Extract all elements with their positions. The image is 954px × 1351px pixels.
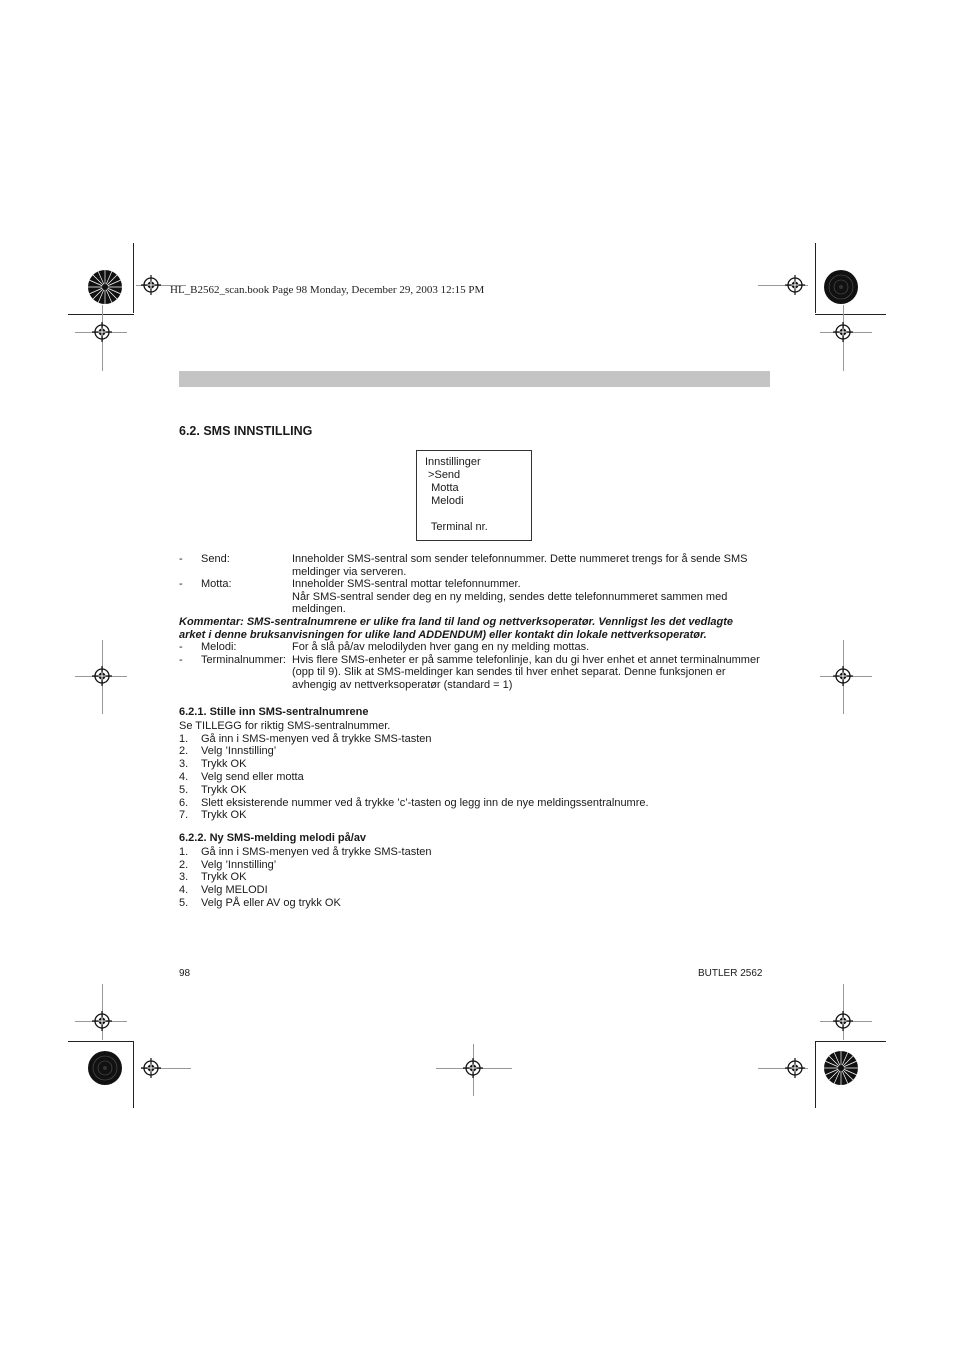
- registration-mark-icon: [833, 666, 853, 686]
- step-text: Trykk OK: [201, 758, 247, 771]
- comment-line: arket i denne bruksanvisningen for ulike land ADDENDUM) eller kontakt din lokale nettverksoperatør.: [179, 628, 707, 641]
- bullet-dash: -: [179, 553, 183, 565]
- definition-description: [292, 578, 779, 616]
- step-number: 2.: [179, 745, 189, 758]
- step-number: 3.: [179, 758, 189, 771]
- registration-mark-icon: [92, 322, 112, 342]
- definition-term: Send:: [201, 553, 230, 565]
- registration-mark-icon: [785, 1058, 805, 1078]
- step-item: [179, 733, 779, 746]
- step-text: Gå inn i SMS-menyen ved å trykke SMS-tasten: [201, 845, 432, 858]
- description-line: For å slå på/av melodilyden hver gang en ny melding mottas.: [292, 641, 590, 654]
- step-number: 2.: [179, 858, 189, 871]
- description-line: Når SMS-sentral sender deg en ny melding, sendes dette telefonnummeret sammen med: [292, 590, 728, 603]
- step-text: Velg MELODI: [201, 884, 268, 897]
- crop-mark-top-right-vertical: [815, 243, 816, 313]
- step-item: [179, 897, 779, 910]
- concentric-rosette-icon: [823, 269, 859, 305]
- print-info-header: HL_B2562_scan.book Page 98 Monday, December 29, 2003 12:15 PM: [170, 284, 485, 296]
- subsection-intro: Se TILLEGG for riktig SMS-sentralnummer.: [179, 719, 391, 732]
- step-text: Gå inn i SMS-menyen ved å trykke SMS-tasten: [201, 732, 432, 745]
- step-item: [179, 809, 779, 822]
- step-item: [179, 771, 779, 784]
- step-number: 7.: [179, 809, 189, 822]
- subsection-title: 6.2.1. Stille inn SMS-sentralnumrene: [179, 706, 369, 718]
- step-item: [179, 884, 779, 897]
- step-item: [179, 797, 779, 810]
- step-number: 5.: [179, 783, 189, 796]
- menu-line: [425, 508, 531, 521]
- menu-line: Melodi: [425, 495, 464, 507]
- menu-line: Innstillinger: [425, 456, 481, 468]
- product-name: BUTLER 2562: [698, 968, 763, 979]
- bullet-dash: -: [179, 578, 183, 591]
- subsection-title: 6.2.2. Ny SMS-melding melodi på/av: [179, 832, 367, 844]
- registration-mark-icon: [785, 275, 805, 295]
- starburst-rosette-icon: [823, 1050, 859, 1086]
- crop-mark-bottom-left-horizontal: [68, 1041, 134, 1042]
- description-line: Hvis flere SMS-enheter er på samme telefonlinje, kan du gi hver enhet et annet terminalnummer: [292, 653, 760, 666]
- bullet-dash: -: [179, 641, 183, 654]
- definition-send: [179, 553, 779, 578]
- registration-mark-icon: [833, 1011, 853, 1031]
- bullet-dash: -: [179, 653, 183, 666]
- concentric-rosette-icon: [87, 1050, 123, 1086]
- step-text: Trykk OK: [201, 871, 247, 884]
- definition-list: [179, 553, 779, 692]
- step-item: [179, 859, 779, 872]
- registration-mark-icon: [92, 666, 112, 686]
- step-number: 1.: [179, 732, 189, 745]
- definition-description: [292, 641, 779, 654]
- step-item: [179, 758, 779, 771]
- step-text: Velg ’Innstilling’: [201, 745, 277, 758]
- section-title: 6.2. SMS INNSTILLING: [179, 424, 313, 438]
- crop-mark-top-left-horizontal: [68, 314, 134, 315]
- crop-mark-bottom-left-vertical: [133, 1042, 134, 1108]
- crop-mark-bottom-right-vertical: [815, 1042, 816, 1108]
- menu-line: >Send: [425, 469, 461, 481]
- step-text: Trykk OK: [201, 783, 247, 796]
- subsection-set-sms-center: [179, 706, 779, 822]
- registration-mark-icon: [141, 1058, 161, 1078]
- step-number: 4.: [179, 770, 189, 783]
- menu-line: Motta: [425, 482, 459, 494]
- crop-mark-top-right-horizontal: [815, 314, 886, 315]
- definition-terminalnummer: [179, 654, 779, 692]
- registration-mark-icon: [833, 322, 853, 342]
- step-text: Velg ’Innstilling’: [201, 858, 277, 871]
- step-item: [179, 784, 779, 797]
- description-line: Inneholder SMS-sentral som sender telefonnummer. Dette nummeret trengs for å sende SMS: [292, 553, 748, 565]
- page-number: 98: [179, 968, 191, 979]
- starburst-rosette-icon: [87, 269, 123, 305]
- crop-mark-bottom-right-horizontal: [815, 1041, 886, 1042]
- definition-term: Terminalnummer:: [201, 653, 286, 666]
- definition-term: Melodi:: [201, 641, 237, 654]
- menu-line: Terminal nr.: [425, 521, 488, 533]
- description-line: avhengig av nettverksoperatør (standard = 1): [292, 678, 513, 691]
- section-header-bar: [179, 371, 770, 387]
- definition-melodi: [179, 641, 779, 654]
- description-line: (opp til 9). Slik at SMS-meldinger kan sendes til hver enhet separat. Denne funksjonen er: [292, 666, 726, 679]
- definition-term: Motta:: [201, 578, 232, 591]
- description-line: meldinger via serveren.: [292, 565, 407, 578]
- step-number: 6.: [179, 796, 189, 809]
- step-text: Trykk OK: [201, 809, 247, 822]
- step-item: [179, 871, 779, 884]
- definition-description: [292, 654, 779, 692]
- description-line: Inneholder SMS-sentral mottar telefonnummer.: [292, 578, 521, 591]
- step-item: [179, 846, 779, 859]
- registration-mark-icon: [92, 1011, 112, 1031]
- step-number: 5.: [179, 896, 189, 909]
- crop-mark-top-left-vertical: [133, 243, 134, 313]
- definition-motta: [179, 578, 779, 616]
- description-line: meldingen.: [292, 603, 346, 616]
- step-text: Slett eksisterende nummer ved å trykke ’c’-tasten og legg inn de nye meldingssentralnumre.: [201, 796, 649, 809]
- step-text: Velg PÅ eller AV og trykk OK: [201, 896, 341, 909]
- step-item: [179, 745, 779, 758]
- definition-description: [292, 553, 779, 578]
- registration-mark-icon: [141, 275, 161, 295]
- phone-menu-display: [416, 450, 532, 541]
- step-number: 1.: [179, 845, 189, 858]
- registration-mark-icon: [463, 1058, 483, 1078]
- comment-line: Kommentar: SMS-sentralnumrene er ulike fra land til land og nettverksoperatør. Vennligst les det vedlagte: [179, 615, 734, 628]
- step-text: Velg send eller motta: [201, 770, 304, 783]
- subsection-sms-melody: [179, 832, 779, 910]
- step-number: 4.: [179, 884, 189, 897]
- step-number: 3.: [179, 871, 189, 884]
